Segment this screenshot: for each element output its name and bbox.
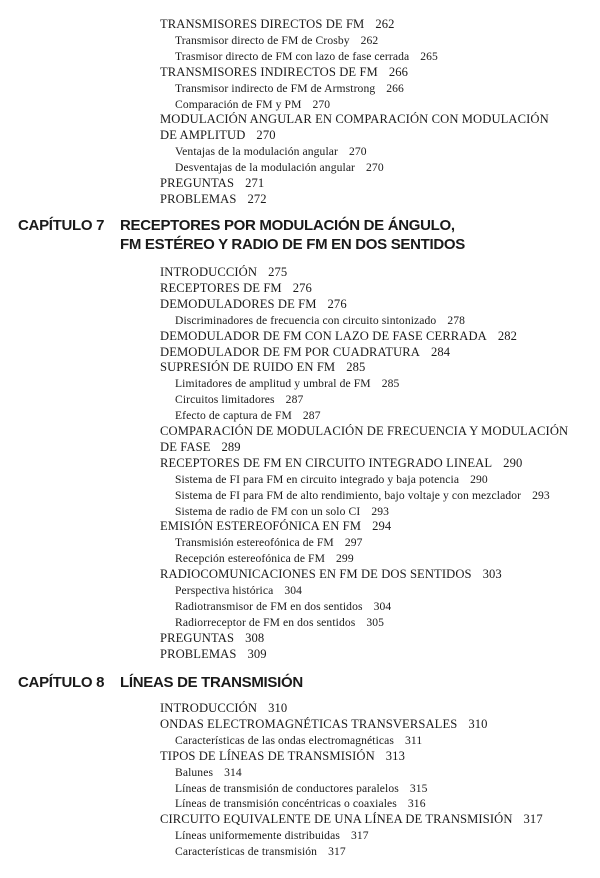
- toc-entry-title: Trasmisor directo de FM con lazo de fase cerrada: [175, 49, 410, 63]
- toc-entry-title: RADIOCOMUNICACIONES EN FM DE DOS SENTIDOS: [160, 567, 472, 582]
- toc-entry-page-number: 275: [268, 265, 288, 279]
- toc-entry-title: PREGUNTAS: [160, 176, 235, 190]
- toc-subentry: [175, 408, 321, 423]
- chapter-8-number: CAPÍTULO 8: [18, 674, 105, 691]
- toc-entry-title: INTRODUCCIÓN: [160, 701, 258, 715]
- toc-entry-title: Líneas de transmisión concéntricas o coaxiales: [175, 797, 397, 811]
- toc-entry: [160, 631, 264, 646]
- toc-entry-title: Desventajas de la modulación angular: [175, 161, 356, 175]
- toc-entry-title: DE FASE: [160, 439, 211, 454]
- toc-entry-page-number: 304: [373, 599, 392, 613]
- toc-entry: [160, 265, 287, 280]
- toc-entry: [160, 192, 267, 207]
- chapter-7-title-line2: FM ESTÉREO Y RADIO DE FM EN DOS SENTIDOS: [120, 236, 465, 253]
- toc-entry-title: EMISIÓN ESTEREOFÓNICA EN FM: [160, 519, 362, 534]
- toc-entry-title: RECEPTORES DE FM: [160, 280, 282, 295]
- toc-entry-page-number: 287: [285, 393, 304, 407]
- toc-entry-page-number: 270: [348, 145, 367, 159]
- toc-subentry: [175, 376, 399, 391]
- toc-entry-title: Circuitos limitadores: [175, 393, 275, 407]
- toc-entry-page-number: 270: [366, 161, 384, 175]
- toc-entry-title: Transmisor indirecto de FM de Armstrong: [175, 81, 376, 95]
- toc-entry-title: DEMODULADOR DE FM POR CUADRATURA: [160, 344, 420, 359]
- toc-entry-page-number: 270: [312, 97, 331, 111]
- toc-entry-title: Radiotransmisor de FM en dos sentidos: [175, 599, 363, 613]
- toc-entry-title: Recepción estereofónica de FM: [175, 552, 326, 566]
- toc-entry-page-number: 266: [386, 81, 404, 95]
- toc-entry-page-number: 294: [372, 519, 392, 534]
- toc-entry-page-number: 284: [431, 344, 451, 359]
- toc-entry-page-number: 276: [327, 296, 347, 311]
- toc-subentry: [175, 313, 465, 328]
- toc-entry-title: DEMODULADORES DE FM: [160, 296, 317, 311]
- toc-entry-page-number: 305: [366, 615, 385, 629]
- toc-entry: [160, 128, 276, 143]
- toc-entry-page-number: 317: [328, 845, 346, 859]
- toc-entry-title: ONDAS ELECTROMAGNÉTICAS TRANSVERSALES: [160, 716, 458, 731]
- toc-entry-title: Sistema de radio de FM con un solo CI: [175, 504, 361, 518]
- toc-entry-page-number: 317: [350, 829, 369, 843]
- toc-entry-title: Efecto de captura de FM: [175, 409, 292, 423]
- toc-entry-page-number: 308: [245, 630, 265, 645]
- toc-subentry: [175, 844, 346, 859]
- toc-entry-title: Limitadores de amplitud y umbral de FM: [175, 377, 371, 391]
- toc-entry-title: Características de las ondas electromagnéticas: [175, 733, 394, 747]
- toc-entry-page-number: 270: [256, 128, 276, 143]
- toc-entry: [160, 567, 502, 582]
- toc-entry-page-number: 278: [447, 313, 466, 327]
- chapter-7-heading: [18, 216, 455, 236]
- toc-subentry: [175, 551, 354, 566]
- toc-subentry: [175, 472, 488, 487]
- toc-entry: [160, 424, 568, 439]
- toc-entry-page-number: 309: [247, 646, 267, 661]
- toc-entry-title: Sistema de FI para FM en circuito integrado y baja potencia: [175, 472, 460, 486]
- toc-entry-title: Transmisor directo de FM de Crosby: [175, 33, 350, 47]
- toc-subentry: [175, 828, 369, 843]
- toc-entry: [160, 360, 365, 375]
- toc-entry-page-number: 285: [381, 377, 400, 391]
- toc-entry-title: Balunes: [175, 765, 214, 779]
- toc-entry-page-number: 299: [336, 552, 354, 566]
- toc-entry-title: Líneas de transmisión de conductores paralelos: [175, 781, 399, 795]
- toc-entry-page-number: 310: [468, 716, 488, 731]
- chapter-8-heading: [18, 673, 303, 693]
- toc-entry-page-number: 290: [470, 472, 488, 486]
- chapter-8-title-line1: LÍNEAS DE TRANSMISIÓN: [120, 674, 303, 691]
- toc-subentry: [175, 392, 303, 407]
- toc-entry-title: Radiorreceptor de FM en dos sentidos: [175, 615, 356, 629]
- toc-entry-title: INTRODUCCIÓN: [160, 265, 258, 279]
- toc-entry: [160, 749, 405, 764]
- toc-entry-page-number: 316: [407, 797, 426, 811]
- toc-entry-title: Sistema de FI para FM de alto rendimiento, bajo voltaje y con mezclador: [175, 488, 522, 502]
- toc-entry-title: DE AMPLITUD: [160, 128, 246, 143]
- toc-entry: [160, 176, 264, 191]
- toc-entry-page-number: 287: [302, 409, 321, 423]
- toc-entry-page-number: 313: [385, 748, 405, 763]
- toc-entry: [160, 297, 347, 312]
- toc-entry-page-number: 262: [360, 33, 379, 47]
- toc-entry-title: Ventajas de la modulación angular: [175, 145, 338, 159]
- toc-entry-page-number: 304: [284, 584, 303, 597]
- toc-entry-page-number: 262: [375, 17, 395, 31]
- toc-entry-page-number: 282: [497, 328, 518, 343]
- toc-entry: [160, 812, 543, 827]
- toc-entry-page-number: 314: [224, 765, 242, 779]
- toc-entry-page-number: 265: [420, 49, 438, 63]
- toc-entry-title: RECEPTORES DE FM EN CIRCUITO INTEGRADO LINEAL: [160, 455, 493, 470]
- toc-entry: [160, 647, 267, 662]
- toc-entry-title: COMPARACIÓN DE MODULACIÓN DE FRECUENCIA Y MODULACIÓN: [160, 424, 569, 438]
- toc-entry-page-number: 311: [405, 733, 423, 747]
- toc-entry-page-number: 285: [346, 360, 366, 375]
- toc-entry-title: PREGUNTAS: [160, 630, 235, 645]
- toc-entry-title: Transmisión estereofónica de FM: [175, 536, 334, 550]
- toc-entry-title: DEMODULADOR DE FM CON LAZO DE FASE CERRADA: [160, 328, 487, 343]
- toc-subentry: [175, 796, 426, 811]
- toc-entry-page-number: 289: [221, 439, 241, 454]
- toc-entry: [160, 329, 517, 344]
- toc-subentry: [175, 765, 242, 780]
- toc-entry: [160, 281, 312, 296]
- toc-subentry: [175, 97, 330, 112]
- toc-entry-page-number: 297: [344, 536, 363, 550]
- toc-entry: [160, 345, 450, 360]
- toc-entry: [160, 701, 287, 716]
- toc-entry: [160, 717, 488, 732]
- toc-entry-page-number: 266: [388, 64, 409, 79]
- toc-entry-page-number: 310: [268, 701, 288, 715]
- toc-subentry: [175, 81, 404, 96]
- toc-entry-title: CIRCUITO EQUIVALENTE DE UNA LÍNEA DE TRANSMISIÓN: [160, 812, 513, 827]
- toc-subentry: [175, 144, 367, 159]
- chapter-7-number: CAPÍTULO 7: [18, 217, 105, 234]
- toc-entry-title: Discriminadores de frecuencia con circuito sintonizado: [175, 313, 437, 327]
- toc-entry-page-number: 293: [371, 504, 390, 518]
- toc-subentry: [175, 535, 363, 550]
- toc-subentry: [175, 781, 428, 796]
- toc-entry: [160, 456, 522, 471]
- toc-entry-page-number: 272: [247, 191, 267, 206]
- toc-entry: [160, 65, 408, 80]
- toc-entry-title: TRANSMISORES DIRECTOS DE FM: [160, 17, 365, 31]
- toc-entry-page-number: 290: [503, 455, 523, 470]
- toc-entry-page-number: 293: [532, 488, 550, 502]
- chapter-7-title-line1: RECEPTORES POR MODULACIÓN DE ÁNGULO,: [120, 217, 455, 234]
- toc-entry-page-number: 271: [245, 176, 265, 190]
- toc-entry-title: TRANSMISORES INDIRECTOS DE FM: [160, 64, 378, 79]
- toc-subentry: [175, 49, 438, 64]
- toc-subentry: [175, 33, 378, 48]
- toc-entry: [160, 112, 549, 127]
- toc-entry-title: PROBLEMAS: [160, 646, 237, 661]
- toc-entry-title: SUPRESIÓN DE RUIDO EN FM: [160, 360, 336, 375]
- toc-subentry: [175, 488, 550, 503]
- toc-entry-page-number: 317: [523, 812, 543, 827]
- toc-entry: [160, 519, 391, 534]
- toc-entry-title: Líneas uniformemente distribuidas: [175, 829, 340, 843]
- toc-subentry: [175, 583, 302, 598]
- toc-subentry: [175, 599, 391, 614]
- toc-entry-title: Características de transmisión: [175, 845, 318, 859]
- toc-subentry: [175, 504, 389, 519]
- toc-subentry: [175, 160, 384, 175]
- toc-entry-title: MODULACIÓN ANGULAR EN COMPARACIÓN CON MODULACIÓN: [160, 112, 549, 127]
- toc-entry: [160, 17, 395, 32]
- toc-entry: [160, 440, 241, 455]
- toc-subentry: [175, 733, 422, 748]
- toc-subentry: [175, 615, 384, 630]
- toc-entry-title: Comparación de FM y PM: [175, 97, 302, 111]
- toc-entry-title: PROBLEMAS: [160, 191, 237, 206]
- toc-entry-title: TIPOS DE LÍNEAS DE TRANSMISIÓN: [160, 748, 375, 763]
- toc-entry-page-number: 303: [482, 567, 502, 582]
- toc-entry-page-number: 315: [409, 781, 428, 795]
- toc-entry-page-number: 276: [292, 280, 312, 295]
- toc-entry-title: Perspectiva histórica: [175, 584, 274, 597]
